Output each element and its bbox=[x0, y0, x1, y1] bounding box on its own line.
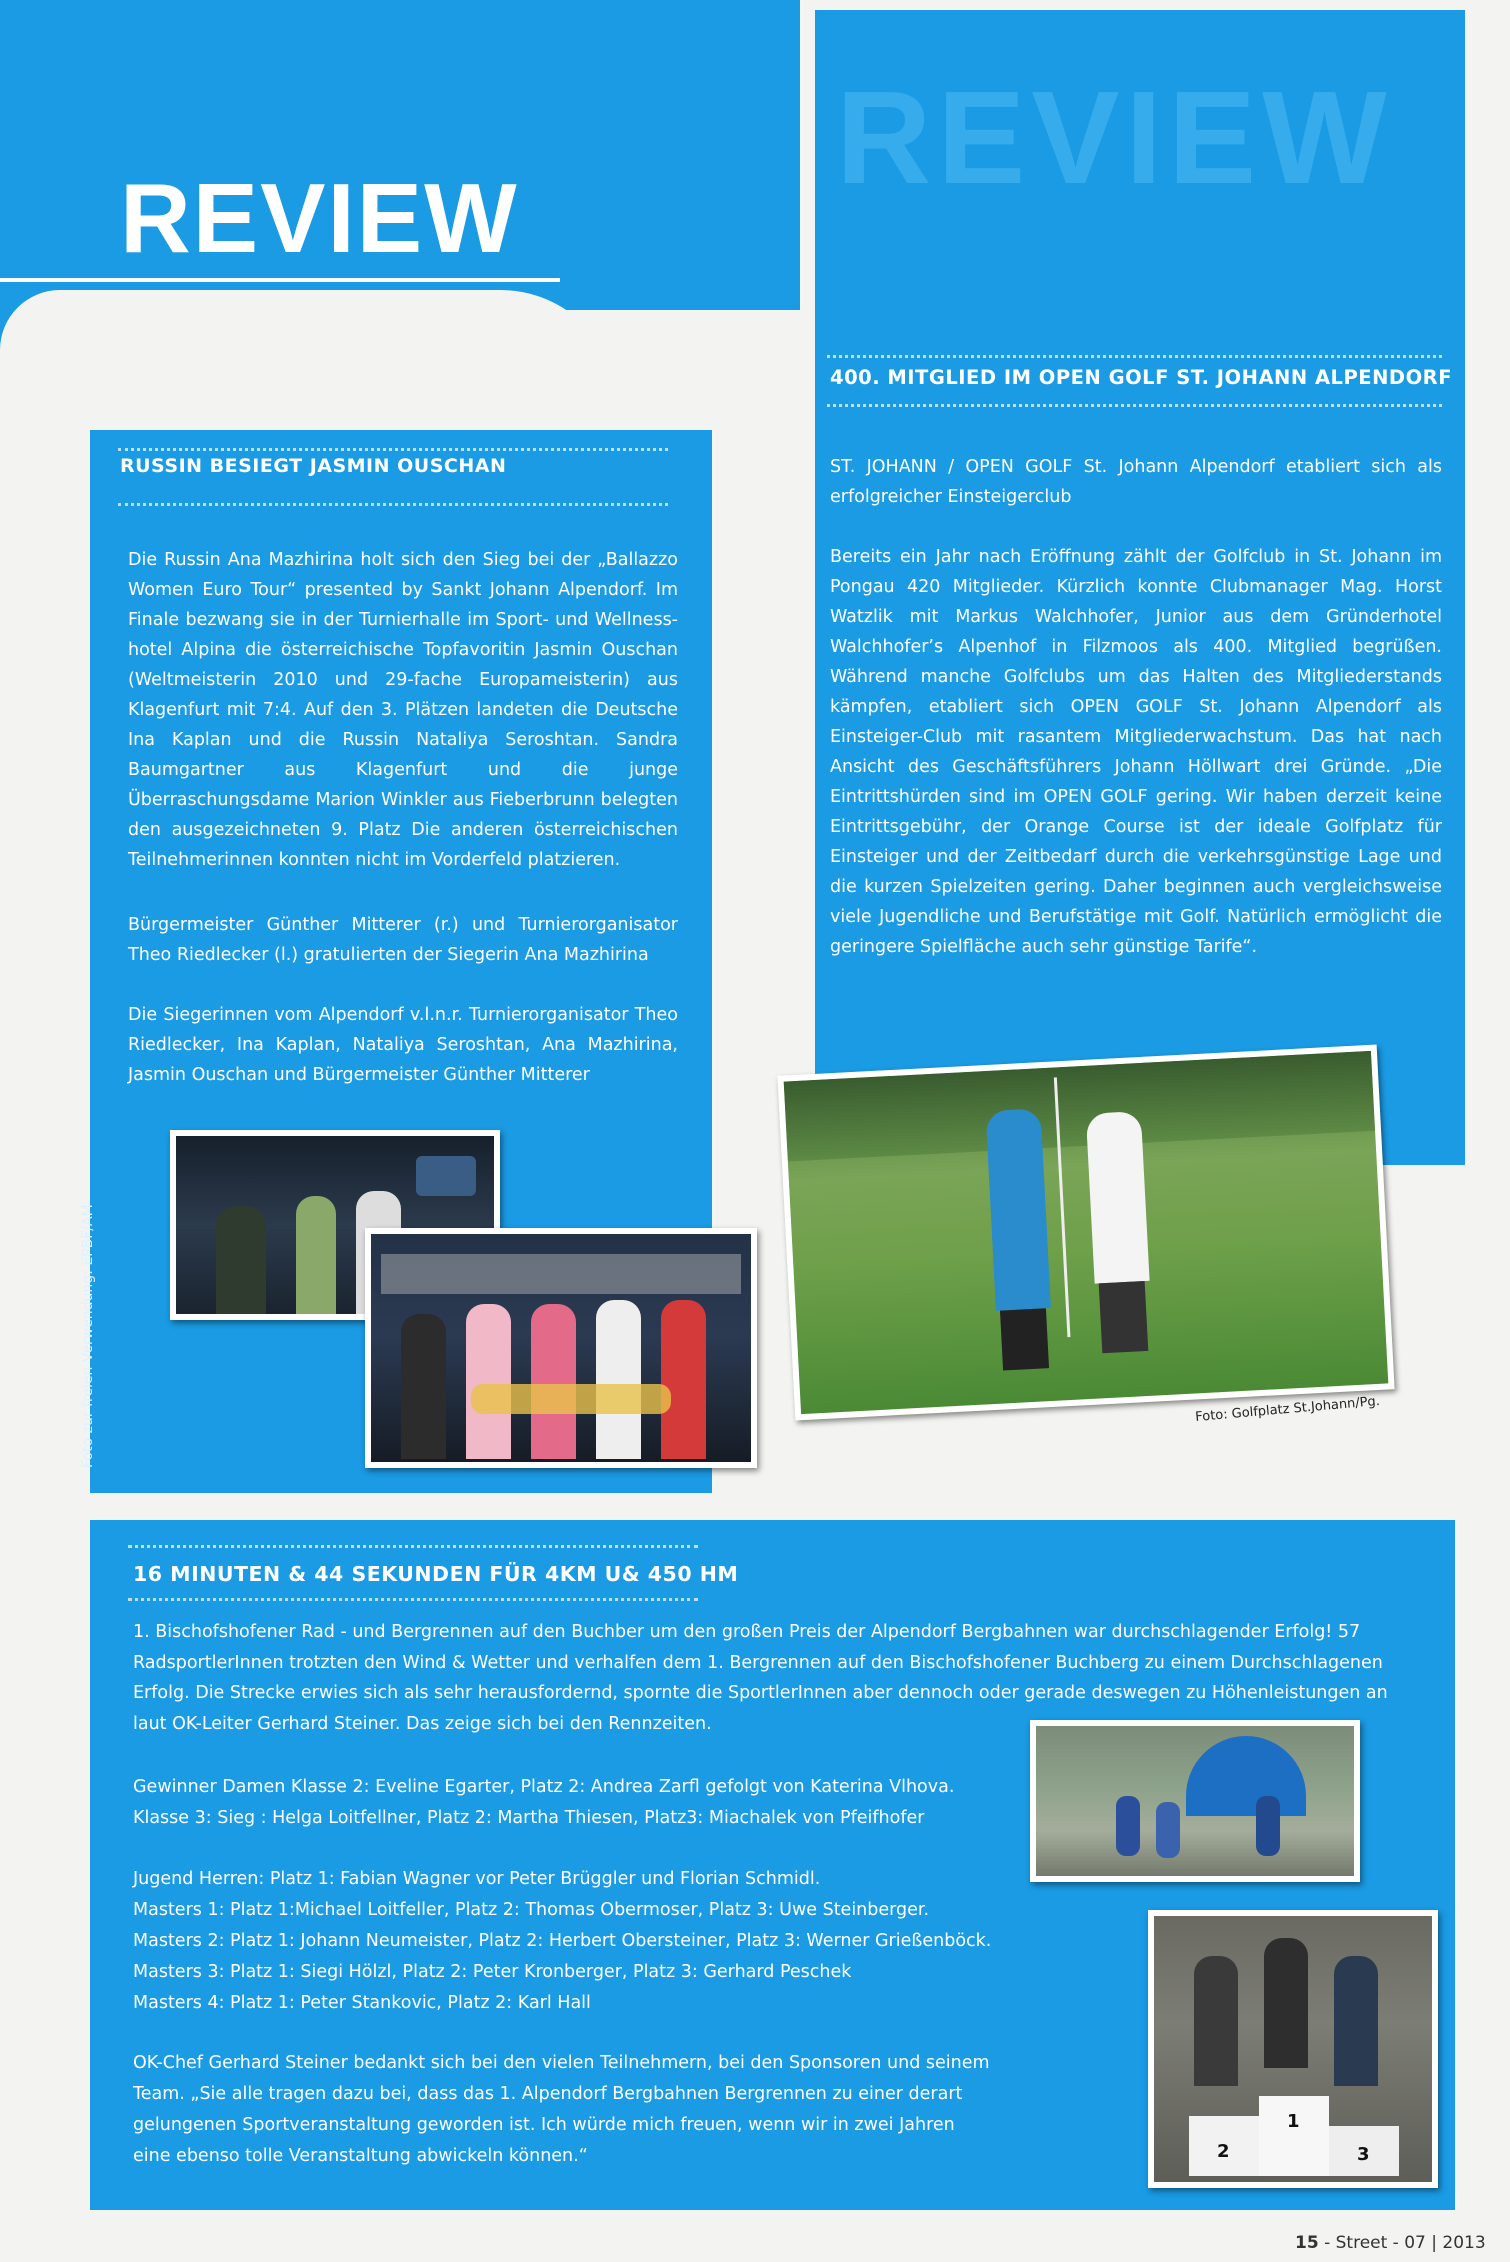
divider bbox=[827, 404, 1442, 407]
results-women-1: Gewinner Damen Klasse 2: Eveline Egarter, Platz 2: Andrea Zarfl gefolgt von Katerina Vlhova. bbox=[133, 1777, 955, 1797]
left-article-paragraph: Die Russin Ana Mazhirina holt sich den Sieg bei der „Ballazzo Women Euro Tour“ presented by Sankt Johann Alpendorf. Im Finale bezwang sie in der Turnierhalle im Sport- und Wellness-hotel Alpina die österreichische Topfavoritin Jasmin Ouschan (Weltmeisterin 2010 und 29-fache Europameisterin) aus Klagenfurt mit 7:4. Auf den 3. Plätzen landeten die Deutsche Ina Kaplan und die Russin Nataliya Seroshtan. Sandra Baumgartner aus Klagenfurt und die junge Überraschungsdame Marion Winkler aus Fieberbrunn belegten den ausgezeichneten 9. Platz Die anderen österreichischen Teilnehmerinnen konnten nicht im Vorderfeld platzieren. bbox=[128, 550, 678, 870]
divider bbox=[827, 355, 1442, 358]
banner-curve-cutout-2 bbox=[560, 310, 800, 440]
results-men-1: Jugend Herren: Platz 1: Fabian Wagner vor Peter Brüggler und Florian Schmidl. bbox=[133, 1869, 821, 1889]
banner-curve-cutout bbox=[0, 290, 620, 430]
podium-photo bbox=[1148, 1910, 1438, 2188]
divider bbox=[128, 1545, 698, 1548]
right-article-lead: ST. JOHANN / OPEN GOLF St. Johann Alpendorf etabliert sich als erfolgreicher Einsteigerclub bbox=[830, 457, 1442, 507]
closing-line-3: gelungenen Sportveranstaltung geworden ist. Ich würde mich freuen, wenn wir in zwei Jahren bbox=[133, 2115, 955, 2135]
footer-text: - Street - 07 | 2013 bbox=[1324, 2233, 1486, 2253]
review-title-right: REVIEW bbox=[836, 64, 1393, 211]
left-article-headline: RUSSIN BESIEGT JASMIN OUSCHAN bbox=[120, 455, 507, 477]
closing-line-2: Team. „Sie alle tragen dazu bei, dass das 1. Alpendorf Bergbahnen Bergrennen zu einer derart bbox=[133, 2084, 963, 2104]
photo-credit-vertical: Foto zur freien Verwendung: EPBF/AM bbox=[80, 1204, 96, 1468]
award-photo-2 bbox=[365, 1228, 757, 1468]
left-article-caption: Bürgermeister Günther Mitterer (r.) und Turnierorganisator Theo Riedlecker (l.) gratulierten der Siegerin Ana Mazhirina bbox=[128, 915, 678, 965]
footer bbox=[1295, 2233, 1486, 2253]
divider bbox=[118, 503, 668, 506]
results-men-3: Masters 2: Platz 1: Johann Neumeister, Platz 2: Herbert Obersteiner, Platz 3: Werner Grießenböck. bbox=[133, 1931, 992, 1951]
bottom-article-intro: 1. Bischofshofener Rad - und Bergrennen auf den Buchber um den großen Preis der Alpendorf Bergbahnen war durchschlagender Erfolg! 57 RadsportlerInnen trotzten den Wind & Wetter und verhalfen dem 1. Bergrennen auf den Bischofshofener Buchberg zu einem Durchschlagenen Erfolg. Die Strecke erwies sich als sehr herausfordernd, spornte die SportlerInnen aber dennoch oder gerade deswegen zu Höhenleistungen an laut OK-Leiter Gerhard Steiner. Das zeige sich bei den Rennzeiten. bbox=[133, 1622, 1388, 1734]
right-article-headline: 400. MITGLIED IM OPEN GOLF ST. JOHANN ALPENDORF bbox=[830, 366, 1453, 389]
golf-photo bbox=[777, 1045, 1394, 1421]
banner-curve-fill bbox=[560, 0, 800, 310]
podium-label-1: 1 bbox=[1287, 2111, 1300, 2132]
closing-line-4: eine ebenso tolle Veranstaltung abwickeln können.“ bbox=[133, 2146, 588, 2166]
page-number: 15 bbox=[1295, 2233, 1319, 2253]
results-men-5: Masters 4: Platz 1: Peter Stankovic, Platz 2: Karl Hall bbox=[133, 1993, 591, 2013]
divider bbox=[128, 1598, 698, 1601]
results-women-2: Klasse 3: Sieg : Helga Loitfellner, Platz 2: Martha Thiesen, Platz3: Miachalek von Pfeifhofer bbox=[133, 1808, 925, 1828]
right-article-body: Bereits ein Jahr nach Eröffnung zählt der Golfclub in St. Johann im Pongau 420 Mitglieder. Kürzlich konnte Clubmanager Mag. Horst Watzlik mit Markus Walchhofer, Junior aus dem Gründerhotel Walchhofer’s Alpenhof in Filzmoos als 400. Mitglied begrüßen. Während manche Golfclubs um das Halten des Mitgliederstands kämpfen, etabliert sich OPEN GOLF St. Johann Alpendorf als Einsteiger-Club mit rasantem Mitgliederwachstum. Das hat nach Ansicht des Geschäftsführers Johann Höllwart drei Gründe. „Die Eintrittshürden sind im OPEN GOLF gering. Wir haben derzeit keine Eintrittsgebühr, der Orange Course ist der ideale Golfplatz für Einsteiger und der Zeitbedarf durch die verkehrsgünstige Lage und die kurzen Spielzeiten gering. Daher beginnen auch vergleichsweise viele Jugendliche und Berufstätige mit Golf. Natürlich ermöglicht die geringere Spielfläche auch sehr günstige Tarife“. bbox=[830, 547, 1442, 957]
race-photo bbox=[1030, 1720, 1360, 1882]
results-men-2: Masters 1: Platz 1:Michael Loitfeller, Platz 2: Thomas Obermoser, Platz 3: Uwe Steinberger. bbox=[133, 1900, 930, 1920]
podium-label-2: 2 bbox=[1217, 2141, 1230, 2162]
results-men-4: Masters 3: Platz 1: Siegi Hölzl, Platz 2: Peter Kronberger, Platz 3: Gerhard Peschek bbox=[133, 1962, 852, 1982]
left-article-caption: Die Siegerinnen vom Alpendorf v.l.n.r. Turnierorganisator Theo Riedlecker, Ina Kaplan, Nataliya Seroshtan, Ana Mazhirina, Jasmin Ouschan und Bürgermeister Günther Mitterer bbox=[128, 1005, 678, 1085]
podium-label-3: 3 bbox=[1357, 2144, 1370, 2165]
divider bbox=[118, 448, 668, 451]
review-title-left: REVIEW bbox=[120, 163, 519, 273]
golf-photo-credit: Foto: Golfplatz St.Johann/Pg. bbox=[1194, 1393, 1381, 1426]
bottom-article-headline: 16 MINUTEN & 44 SEKUNDEN FÜR 4KM U& 450 HM bbox=[133, 1562, 739, 1586]
closing-line-1: OK-Chef Gerhard Steiner bedankt sich bei den vielen Teilnehmern, bei den Sponsoren und seinem bbox=[133, 2053, 990, 2073]
title-underline bbox=[0, 278, 560, 282]
